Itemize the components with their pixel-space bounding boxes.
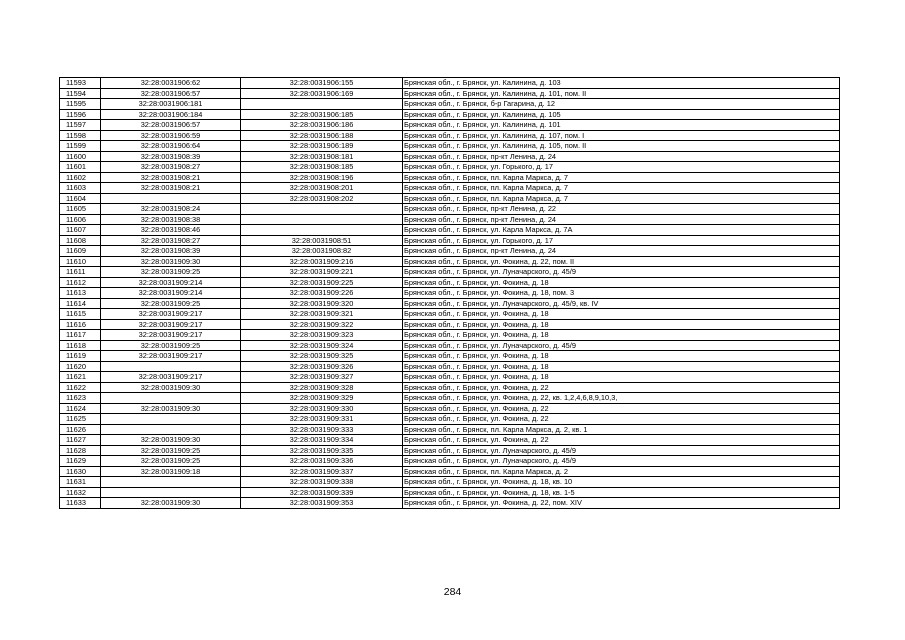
row-number-cell: 11607 xyxy=(60,225,101,236)
table-row xyxy=(60,225,840,236)
table-row xyxy=(60,151,840,162)
address-cell: Брянская обл., г. Брянск, ул. Калинина, д. 101 xyxy=(403,120,840,131)
address-cell: Брянская обл., г. Брянск, ул. Фокина, д. 18 xyxy=(403,319,840,330)
parent-cadastral-number-cell: 32:28:0031909:30 xyxy=(101,256,241,267)
row-number-cell: 11620 xyxy=(60,361,101,372)
cadastral-number-cell: 32:28:0031909:329 xyxy=(241,393,403,404)
address-cell: Брянская обл., г. Брянск, ул. Фокина, д. 18 xyxy=(403,277,840,288)
address-cell: Брянская обл., г. Брянск, ул. Фокина, д. 22 xyxy=(403,435,840,446)
address-cell: Брянская обл., г. Брянск, ул. Карла Маркса, д. 7А xyxy=(403,225,840,236)
address-cell: Брянская обл., г. Брянск, ул. Калинина, д. 105, пом. II xyxy=(403,141,840,152)
cadastral-number-cell: 32:28:0031909:334 xyxy=(241,435,403,446)
address-cell: Брянская обл., г. Брянск, ул. Фокина, д. 22, пом. XIV xyxy=(403,498,840,509)
table-row xyxy=(60,288,840,299)
address-cell: Брянская обл., г. Брянск, ул. Калинина, д. 105 xyxy=(403,109,840,120)
table-row xyxy=(60,267,840,278)
cadastral-number-cell: 32:28:0031908:181 xyxy=(241,151,403,162)
row-number-cell: 11613 xyxy=(60,288,101,299)
parent-cadastral-number-cell: 32:28:0031906:181 xyxy=(101,99,241,110)
address-cell: Брянская обл., г. Брянск, ул. Луначарского, д. 45/9 xyxy=(403,445,840,456)
address-cell: Брянская обл., г. Брянск, ул. Фокина, д. 18 xyxy=(403,372,840,383)
cadastral-number-cell: 32:28:0031909:321 xyxy=(241,309,403,320)
parent-cadastral-number-cell: 32:28:0031909:214 xyxy=(101,288,241,299)
cadastral-table xyxy=(59,77,840,509)
parent-cadastral-number-cell: 32:28:0031909:25 xyxy=(101,340,241,351)
row-number-cell: 11597 xyxy=(60,120,101,131)
address-cell: Брянская обл., г. Брянск, ул. Фокина, д. 22 xyxy=(403,414,840,425)
cadastral-number-cell: 32:28:0031909:330 xyxy=(241,403,403,414)
parent-cadastral-number-cell xyxy=(101,487,241,498)
parent-cadastral-number-cell: 32:28:0031909:30 xyxy=(101,403,241,414)
table-row xyxy=(60,403,840,414)
row-number-cell: 11602 xyxy=(60,172,101,183)
address-cell: Брянская обл., г. Брянск, пл. Карла Маркса, д. 2 xyxy=(403,466,840,477)
table-row xyxy=(60,120,840,131)
cadastral-number-cell: 32:28:0031909:225 xyxy=(241,277,403,288)
parent-cadastral-number-cell: 32:28:0031908:27 xyxy=(101,162,241,173)
parent-cadastral-number-cell: 32:28:0031906:57 xyxy=(101,88,241,99)
parent-cadastral-number-cell: 32:28:0031909:217 xyxy=(101,372,241,383)
table-row xyxy=(60,487,840,498)
parent-cadastral-number-cell: 32:28:0031908:24 xyxy=(101,204,241,215)
row-number-cell: 11623 xyxy=(60,393,101,404)
row-number-cell: 11621 xyxy=(60,372,101,383)
row-number-cell: 11625 xyxy=(60,414,101,425)
address-cell: Брянская обл., г. Брянск, ул. Калинина, д. 107, пом. I xyxy=(403,130,840,141)
cadastral-number-cell: 32:28:0031906:186 xyxy=(241,120,403,131)
cadastral-number-cell: 32:28:0031909:327 xyxy=(241,372,403,383)
parent-cadastral-number-cell: 32:28:0031909:214 xyxy=(101,277,241,288)
address-cell: Брянская обл., г. Брянск, пл. Карла Маркса, д. 7 xyxy=(403,172,840,183)
row-number-cell: 11618 xyxy=(60,340,101,351)
table-row xyxy=(60,99,840,110)
parent-cadastral-number-cell: 32:28:0031909:25 xyxy=(101,456,241,467)
parent-cadastral-number-cell xyxy=(101,193,241,204)
cadastral-number-cell: 32:28:0031909:323 xyxy=(241,330,403,341)
table-row xyxy=(60,183,840,194)
table-row xyxy=(60,477,840,488)
cadastral-number-cell: 32:28:0031906:188 xyxy=(241,130,403,141)
cadastral-number-cell: 32:28:0031906:185 xyxy=(241,109,403,120)
cadastral-number-cell: 32:28:0031909:353 xyxy=(241,498,403,509)
table-row xyxy=(60,351,840,362)
page-number: 284 xyxy=(443,586,462,598)
address-cell: Брянская обл., г. Брянск, пл. Карла Маркса, д. 7 xyxy=(403,183,840,194)
row-number-cell: 11594 xyxy=(60,88,101,99)
table-row xyxy=(60,466,840,477)
parent-cadastral-number-cell: 32:28:0031909:25 xyxy=(101,298,241,309)
row-number-cell: 11619 xyxy=(60,351,101,362)
row-number-cell: 11598 xyxy=(60,130,101,141)
cadastral-number-cell xyxy=(241,204,403,215)
table-row xyxy=(60,256,840,267)
address-cell: Брянская обл., г. Брянск, ул. Фокина, д. 22, пом. II xyxy=(403,256,840,267)
row-number-cell: 11626 xyxy=(60,424,101,435)
cadastral-number-cell: 32:28:0031908:202 xyxy=(241,193,403,204)
parent-cadastral-number-cell: 32:28:0031909:217 xyxy=(101,330,241,341)
row-number-cell: 11622 xyxy=(60,382,101,393)
cadastral-number-cell: 32:28:0031909:328 xyxy=(241,382,403,393)
document-page xyxy=(59,77,840,509)
address-cell: Брянская обл., г. Брянск, ул. Фокина, д. 18 xyxy=(403,361,840,372)
cadastral-number-cell: 32:28:0031909:331 xyxy=(241,414,403,425)
cadastral-number-cell: 32:28:0031909:326 xyxy=(241,361,403,372)
table-row xyxy=(60,298,840,309)
row-number-cell: 11629 xyxy=(60,456,101,467)
table-row xyxy=(60,330,840,341)
parent-cadastral-number-cell xyxy=(101,414,241,425)
cadastral-number-cell: 32:28:0031909:325 xyxy=(241,351,403,362)
parent-cadastral-number-cell: 32:28:0031908:21 xyxy=(101,172,241,183)
cadastral-number-cell: 32:28:0031908:185 xyxy=(241,162,403,173)
table-row xyxy=(60,382,840,393)
cadastral-number-cell: 32:28:0031908:201 xyxy=(241,183,403,194)
row-number-cell: 11616 xyxy=(60,319,101,330)
parent-cadastral-number-cell: 32:28:0031908:39 xyxy=(101,151,241,162)
address-cell: Брянская обл., г. Брянск, пр-кт Ленина, д. 24 xyxy=(403,246,840,257)
row-number-cell: 11605 xyxy=(60,204,101,215)
cadastral-number-cell: 32:28:0031906:189 xyxy=(241,141,403,152)
row-number-cell: 11608 xyxy=(60,235,101,246)
row-number-cell: 11630 xyxy=(60,466,101,477)
address-cell: Брянская обл., г. Брянск, пр-кт Ленина, д. 24 xyxy=(403,151,840,162)
parent-cadastral-number-cell xyxy=(101,361,241,372)
cadastral-number-cell: 32:28:0031906:169 xyxy=(241,88,403,99)
table-row xyxy=(60,372,840,383)
table-row xyxy=(60,361,840,372)
address-cell: Брянская обл., г. Брянск, ул. Калинина, д. 101, пом. II xyxy=(403,88,840,99)
row-number-cell: 11633 xyxy=(60,498,101,509)
table-row xyxy=(60,393,840,404)
row-number-cell: 11624 xyxy=(60,403,101,414)
table-row xyxy=(60,235,840,246)
row-number-cell: 11627 xyxy=(60,435,101,446)
cadastral-number-cell: 32:28:0031909:216 xyxy=(241,256,403,267)
parent-cadastral-number-cell: 32:28:0031909:18 xyxy=(101,466,241,477)
table-row xyxy=(60,445,840,456)
parent-cadastral-number-cell xyxy=(101,477,241,488)
table-row xyxy=(60,172,840,183)
row-number-cell: 11631 xyxy=(60,477,101,488)
cadastral-number-cell: 32:28:0031909:322 xyxy=(241,319,403,330)
table-row xyxy=(60,204,840,215)
row-number-cell: 11596 xyxy=(60,109,101,120)
address-cell: Брянская обл., г. Брянск, ул. Калинина, д. 103 xyxy=(403,78,840,89)
row-number-cell: 11601 xyxy=(60,162,101,173)
cadastral-number-cell xyxy=(241,225,403,236)
address-cell: Брянская обл., г. Брянск, пр-кт Ленина, д. 22 xyxy=(403,204,840,215)
row-number-cell: 11628 xyxy=(60,445,101,456)
address-cell: Брянская обл., г. Брянск, пл. Карла Маркса, д. 7 xyxy=(403,193,840,204)
table-row xyxy=(60,319,840,330)
parent-cadastral-number-cell: 32:28:0031909:30 xyxy=(101,435,241,446)
parent-cadastral-number-cell: 32:28:0031909:25 xyxy=(101,267,241,278)
cadastral-number-cell: 32:28:0031908:51 xyxy=(241,235,403,246)
row-number-cell: 11606 xyxy=(60,214,101,225)
parent-cadastral-number-cell: 32:28:0031909:217 xyxy=(101,309,241,320)
parent-cadastral-number-cell xyxy=(101,424,241,435)
table-row xyxy=(60,414,840,425)
cadastral-number-cell: 32:28:0031909:336 xyxy=(241,456,403,467)
parent-cadastral-number-cell: 32:28:0031909:217 xyxy=(101,351,241,362)
table-row xyxy=(60,456,840,467)
table-row xyxy=(60,141,840,152)
table-row xyxy=(60,214,840,225)
address-cell: Брянская обл., г. Брянск, ул. Фокина, д. 18, пом. 3 xyxy=(403,288,840,299)
table-row xyxy=(60,88,840,99)
parent-cadastral-number-cell: 32:28:0031906:64 xyxy=(101,141,241,152)
row-number-cell: 11615 xyxy=(60,309,101,320)
address-cell: Брянская обл., г. Брянск, ул. Фокина, д. 18, кв. 10 xyxy=(403,477,840,488)
cadastral-number-cell: 32:28:0031909:338 xyxy=(241,477,403,488)
address-cell: Брянская обл., г. Брянск, ул. Фокина, д. 18 xyxy=(403,309,840,320)
parent-cadastral-number-cell: 32:28:0031908:46 xyxy=(101,225,241,236)
parent-cadastral-number-cell: 32:28:0031906:62 xyxy=(101,78,241,89)
row-number-cell: 11595 xyxy=(60,99,101,110)
cadastral-number-cell: 32:28:0031909:335 xyxy=(241,445,403,456)
parent-cadastral-number-cell: 32:28:0031909:217 xyxy=(101,319,241,330)
address-cell: Брянская обл., г. Брянск, ул. Луначарского, д. 45/9 xyxy=(403,267,840,278)
address-cell: Брянская обл., г. Брянск, ул. Фокина, д. 22, кв. 1,2,4,6,8,9,10,3, xyxy=(403,393,840,404)
parent-cadastral-number-cell: 32:28:0031909:30 xyxy=(101,498,241,509)
table-row xyxy=(60,78,840,89)
table-body xyxy=(60,78,840,509)
table-row xyxy=(60,130,840,141)
cadastral-number-cell: 32:28:0031909:226 xyxy=(241,288,403,299)
row-number-cell: 11603 xyxy=(60,183,101,194)
table-row xyxy=(60,162,840,173)
table-row xyxy=(60,340,840,351)
table-row xyxy=(60,435,840,446)
address-cell: Брянская обл., г. Брянск, ул. Луначарского, д. 45/9, кв. IV xyxy=(403,298,840,309)
table-row xyxy=(60,109,840,120)
address-cell: Брянская обл., г. Брянск, б-р Гагарина, д. 12 xyxy=(403,99,840,110)
address-cell: Брянская обл., г. Брянск, пл. Карла Маркса, д. 2, кв. 1 xyxy=(403,424,840,435)
cadastral-number-cell: 32:28:0031909:221 xyxy=(241,267,403,278)
parent-cadastral-number-cell: 32:28:0031906:57 xyxy=(101,120,241,131)
cadastral-number-cell xyxy=(241,214,403,225)
cadastral-number-cell: 32:28:0031909:333 xyxy=(241,424,403,435)
parent-cadastral-number-cell: 32:28:0031909:30 xyxy=(101,382,241,393)
parent-cadastral-number-cell: 32:28:0031908:21 xyxy=(101,183,241,194)
table-row xyxy=(60,277,840,288)
address-cell: Брянская обл., г. Брянск, ул. Горького, д. 17 xyxy=(403,162,840,173)
address-cell: Брянская обл., г. Брянск, ул. Фокина, д. 18 xyxy=(403,351,840,362)
parent-cadastral-number-cell: 32:28:0031906:184 xyxy=(101,109,241,120)
row-number-cell: 11612 xyxy=(60,277,101,288)
parent-cadastral-number-cell: 32:28:0031908:27 xyxy=(101,235,241,246)
cadastral-number-cell: 32:28:0031909:324 xyxy=(241,340,403,351)
table-row xyxy=(60,498,840,509)
cadastral-number-cell: 32:28:0031909:320 xyxy=(241,298,403,309)
row-number-cell: 11599 xyxy=(60,141,101,152)
address-cell: Брянская обл., г. Брянск, пр-кт Ленина, д. 24 xyxy=(403,214,840,225)
parent-cadastral-number-cell: 32:28:0031906:59 xyxy=(101,130,241,141)
row-number-cell: 11610 xyxy=(60,256,101,267)
row-number-cell: 11614 xyxy=(60,298,101,309)
parent-cadastral-number-cell: 32:28:0031909:25 xyxy=(101,445,241,456)
address-cell: Брянская обл., г. Брянск, ул. Луначарского, д. 45/9 xyxy=(403,456,840,467)
row-number-cell: 11604 xyxy=(60,193,101,204)
row-number-cell: 11600 xyxy=(60,151,101,162)
parent-cadastral-number-cell xyxy=(101,393,241,404)
cadastral-number-cell: 32:28:0031909:339 xyxy=(241,487,403,498)
address-cell: Брянская обл., г. Брянск, ул. Горького, д. 17 xyxy=(403,235,840,246)
table-row xyxy=(60,193,840,204)
table-row xyxy=(60,309,840,320)
address-cell: Брянская обл., г. Брянск, ул. Фокина, д. 18 xyxy=(403,330,840,341)
cadastral-number-cell: 32:28:0031906:155 xyxy=(241,78,403,89)
parent-cadastral-number-cell: 32:28:0031908:39 xyxy=(101,246,241,257)
cadastral-number-cell: 32:28:0031908:196 xyxy=(241,172,403,183)
parent-cadastral-number-cell: 32:28:0031908:38 xyxy=(101,214,241,225)
cadastral-number-cell: 32:28:0031909:337 xyxy=(241,466,403,477)
row-number-cell: 11609 xyxy=(60,246,101,257)
row-number-cell: 11593 xyxy=(60,78,101,89)
table-row xyxy=(60,246,840,257)
cadastral-number-cell xyxy=(241,99,403,110)
row-number-cell: 11617 xyxy=(60,330,101,341)
address-cell: Брянская обл., г. Брянск, ул. Луначарского, д. 45/9 xyxy=(403,340,840,351)
row-number-cell: 11632 xyxy=(60,487,101,498)
row-number-cell: 11611 xyxy=(60,267,101,278)
table-row xyxy=(60,424,840,435)
address-cell: Брянская обл., г. Брянск, ул. Фокина, д. 22 xyxy=(403,382,840,393)
address-cell: Брянская обл., г. Брянск, ул. Фокина, д. 22 xyxy=(403,403,840,414)
address-cell: Брянская обл., г. Брянск, ул. Фокина, д. 18, кв. 1-5 xyxy=(403,487,840,498)
cadastral-number-cell: 32:28:0031908:82 xyxy=(241,246,403,257)
